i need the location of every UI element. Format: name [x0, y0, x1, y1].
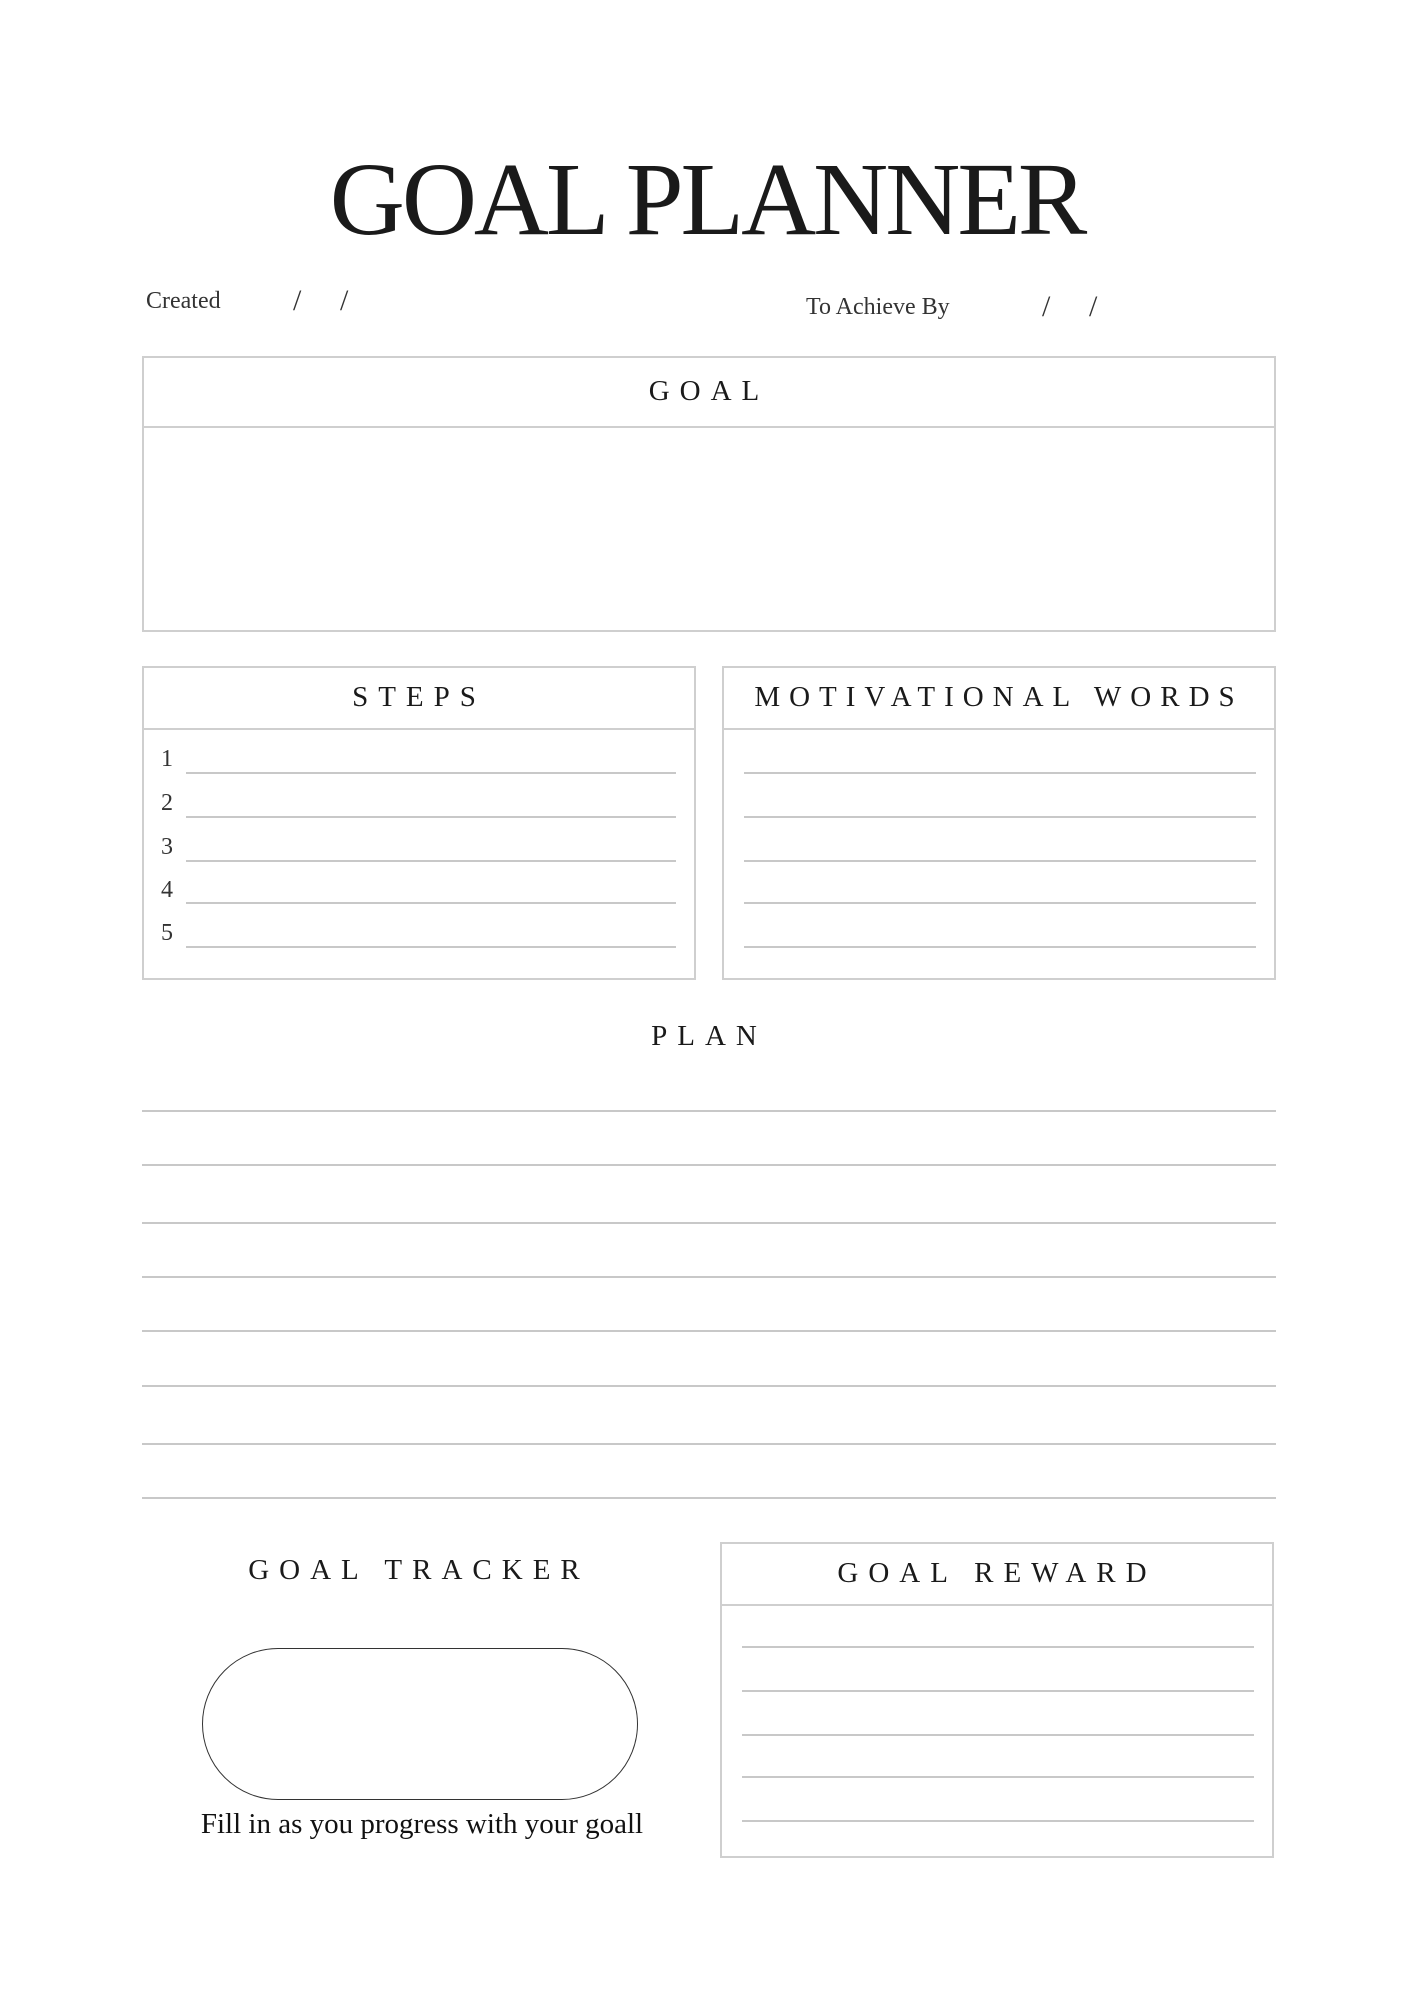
step-line[interactable] [186, 902, 676, 904]
step-line[interactable] [186, 946, 676, 948]
plan-line[interactable] [142, 1330, 1276, 1332]
plan-line[interactable] [142, 1497, 1276, 1499]
created-date-separator: / [340, 284, 349, 317]
motivational-heading: MOTIVATIONAL WORDS [724, 668, 1274, 730]
achieve-date-separator: / [1042, 290, 1051, 323]
page-title: GOAL PLANNER [329, 142, 1085, 257]
reward-line[interactable] [742, 1646, 1254, 1648]
step-line[interactable] [186, 772, 676, 774]
reward-box [720, 1542, 1274, 1858]
steps-box [142, 666, 696, 980]
created-date-separator: / [293, 284, 302, 317]
step-number: 2 [161, 790, 173, 816]
goal-box[interactable] [142, 356, 1276, 632]
motivational-line[interactable] [744, 946, 1256, 948]
plan-line[interactable] [142, 1385, 1276, 1387]
motivational-line[interactable] [744, 902, 1256, 904]
step-line[interactable] [186, 860, 676, 862]
created-label: Created [146, 288, 221, 314]
steps-heading: STEPS [144, 668, 694, 730]
plan-heading: PLAN [651, 1020, 767, 1052]
step-number: 1 [161, 746, 173, 772]
step-number: 5 [161, 920, 173, 946]
reward-line[interactable] [742, 1734, 1254, 1736]
tracker-heading: GOAL TRACKER [248, 1554, 590, 1586]
progress-tracker-pill[interactable] [202, 1648, 638, 1800]
plan-line[interactable] [142, 1110, 1276, 1112]
step-line[interactable] [186, 816, 676, 818]
motivational-line[interactable] [744, 772, 1256, 774]
plan-line[interactable] [142, 1222, 1276, 1224]
tracker-caption: Fill in as you progress with your goall [200, 1808, 644, 1840]
plan-line[interactable] [142, 1276, 1276, 1278]
reward-heading: GOAL REWARD [722, 1544, 1272, 1606]
motivational-box [722, 666, 1276, 980]
reward-line[interactable] [742, 1690, 1254, 1692]
reward-line[interactable] [742, 1820, 1254, 1822]
motivational-line[interactable] [744, 860, 1256, 862]
plan-line[interactable] [142, 1164, 1276, 1166]
achieve-date-separator: / [1089, 290, 1098, 323]
step-number: 3 [161, 834, 173, 860]
reward-line[interactable] [742, 1776, 1254, 1778]
plan-line[interactable] [142, 1443, 1276, 1445]
motivational-line[interactable] [744, 816, 1256, 818]
goal-heading: GOAL [144, 358, 1274, 428]
step-number: 4 [161, 877, 173, 903]
achieve-by-label: To Achieve By [806, 294, 950, 320]
